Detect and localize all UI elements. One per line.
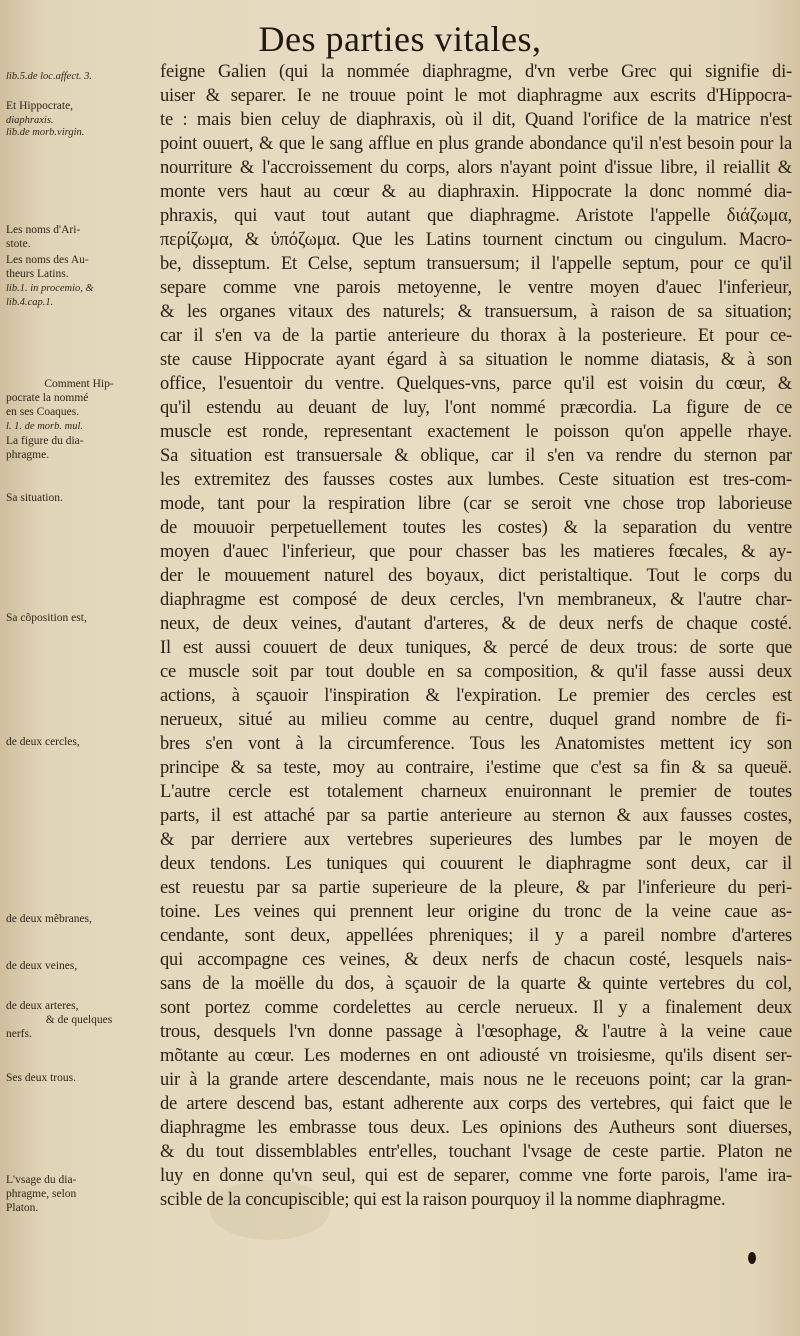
text-line: luy en donne qu'vn seul, qui est de separer, comme vne forte parois, l'ame ira-	[160, 1166, 792, 1186]
text-line: principe & sa teste, moy au contraire, i'estime que c'est sa fin & sa queuë.	[160, 758, 792, 778]
margin-note: phragme.	[6, 449, 50, 461]
margin-note: Et Hippocrate,	[6, 100, 74, 112]
text-line: sont portez comme cordelettes au cercle nerueux. Il y a finalement deux	[160, 998, 792, 1018]
text-line: office, l'esuentoir du ventre. Quelques-vns, parce qu'il est voisin du cœur, &	[160, 374, 792, 394]
margin-note: lib.de morb.virgin.	[6, 127, 85, 138]
body-text	[160, 60, 792, 1212]
text-line: muscle est ronde, representant exactement le poisson qu'on appelle rhaye.	[160, 422, 792, 442]
text-line: de mouuoir perpetuellement toutes les costes) & la separation du ventre	[160, 518, 792, 538]
text-line: toine. Les veines qui prennent leur origine du tronc de la veine caue as-	[160, 902, 792, 922]
text-line: mode, tant pour la respiration libre (car se seroit vne chose trop laborieuse	[160, 494, 792, 514]
text-line: diaphragme est composé de deux cercles, l'vn membraneux, & l'autre char-	[160, 590, 792, 610]
margin-note: Les noms d'Ari-	[6, 224, 81, 236]
text-line: parts, il est attaché par sa partie anterieure au sternon & aux fausses costes,	[160, 806, 792, 826]
text-line: & du tout dissemblables entr'elles, touchant l'vsage de ceste partie. Platon ne	[160, 1142, 792, 1162]
margin-note: & de quelques	[45, 1014, 113, 1026]
text-line: actions, à sçauoir l'inspiration & l'expiration. Le premier des cercles est	[160, 686, 792, 706]
text-line: feigne Galien (qui la nommée diaphragme, d'vn verbe Grec qui signifie di-	[160, 62, 792, 82]
margin-note: L'vsage du dia-	[6, 1174, 77, 1186]
text-line: be, disseptum. Et Celse, septum transuersum; il l'appelle septum, pour ce qu'il	[160, 254, 792, 274]
margin-note: phragme, selon	[6, 1188, 77, 1200]
text-line: Sa situation est transuersale & oblique, car il s'en va rendre du sternon par	[160, 446, 792, 466]
text-line: monte vers haut au cœur & au diaphraxin. Hippocrate la donc nommé dia-	[160, 182, 792, 202]
margin-note: lib.1. in procemio, &	[6, 283, 94, 294]
text-line: nourriture & l'accroissement du corps, alors n'ayant point d'issue libre, il reiallit &	[160, 158, 792, 178]
margin-note: lib.5.de loc.affect. 3.	[6, 71, 93, 82]
text-line: phraxis, qui vaut tout autant que diaphragme. Aristote l'appelle διάζωμα,	[160, 206, 792, 226]
margin-note: Comment Hip-	[44, 378, 114, 390]
margin-note: diaphraxis.	[6, 115, 54, 126]
text-line: bres s'en vont à la circumference. Tous les Anatomistes mettent icy son	[160, 734, 792, 754]
text-line: qui accompagne ces veines, & deux nerfs de chacun costé, lesquels nais-	[160, 950, 792, 970]
text-line: moyen d'auec l'inferieur, que pour chasser bas les matieres fœcales, & ay-	[160, 542, 792, 562]
text-line: point ouuert, & que le sang afflue en plus grande abondance qu'il n'est besoin pour la	[160, 134, 792, 154]
margin-note: pocrate la nommé	[6, 392, 89, 404]
text-line: Il est aussi couuert de deux tuniques, & percé de deux trous: de sorte que	[160, 638, 792, 658]
text-line: te : mais bien celuy de diaphraxis, où il dit, Quand l'orifice de la matrice n'est	[160, 110, 792, 130]
text-line: uir à la grande artere descendante, mais nous ne le receuons point; car la gran-	[160, 1070, 792, 1090]
text-line: uiser & separer. Ie ne trouue point le mot diaphragme aux escrits d'Hippocra-	[160, 86, 792, 106]
text-line: sans de la moëlle du dos, à sçauoir de la quarte & quinte vertebres du col,	[160, 974, 792, 994]
text-line: ce muscle soit par tout double en sa composition, & qu'il fasse aussi deux	[160, 662, 792, 682]
margin-note: Sa situation.	[6, 492, 63, 504]
text-line: trous, desquels l'vn donne passage à l'œsophage, & l'autre à la veine caue	[160, 1022, 792, 1042]
text-line: separe comme vne parois metoyenne, le ventre moyen d'auec l'inferieur,	[160, 278, 792, 298]
margin-note: en ses Coaques.	[6, 406, 80, 418]
margin-note: l. 1. de morb. mul.	[6, 421, 83, 432]
text-line: scible de la concupiscible; qui est la raison pourquoy il la nomme diaphragme.	[160, 1190, 726, 1210]
margin-note: Sa cõposition est,	[6, 612, 87, 624]
text-line: nerueux, situé au milieu comme au centre, duquel grand nombre de fi-	[160, 710, 792, 730]
text-line: & les organes vitaux des naturels; & transuersum, à raison de sa situation;	[160, 302, 792, 322]
text-line: mõtante au cœur. Les modernes en ont adiousté vn troisiesme, qu'ils disent ser-	[160, 1046, 792, 1066]
text-line: qu'il estendu au deuant de luy, l'ont nommé præcordia. La figure de ce	[160, 398, 792, 418]
margin-note: Ses deux trous.	[6, 1072, 76, 1084]
margin-note: Les noms des Au-	[6, 254, 89, 266]
margin-note: lib.4.cap.1.	[6, 297, 54, 308]
margin-note: nerfs.	[6, 1028, 32, 1040]
ink-mark	[748, 1252, 756, 1264]
margin-notes	[6, 60, 152, 1240]
margin-note: de deux veines,	[6, 960, 78, 972]
text-line: est reuestu par sa partie superieure de la pleure, & par l'inferieure du peri-	[160, 878, 792, 898]
text-line: cendante, sont deux, appellées phreniques; il y a pareil nombre d'arteres	[160, 926, 792, 946]
text-line: de artere descend bas, estant adherente aux corps des vertebres, qui faict que le	[160, 1094, 792, 1114]
margin-note: de deux mẽbranes,	[6, 913, 92, 925]
text-line: neux, de deux veines, d'autant d'arteres, & de deux nerfs de chaque costé.	[160, 614, 792, 634]
margin-note: theurs Latins.	[6, 268, 69, 280]
text-line: & par derriere aux vertebres superieures des lumbes par le moyen de	[160, 830, 792, 850]
text-line: περίζωμα, & ὑπόζωμα. Que les Latins tournent cinctum ou cingulum. Macro-	[160, 230, 792, 250]
text-line: diaphragme les embrasse tous deux. Les opinions des Autheurs sont diuerses,	[160, 1118, 792, 1138]
running-head: Des parties vitales,	[258, 19, 542, 59]
margin-note: de deux arteres,	[6, 1000, 79, 1012]
margin-note: de deux cercles,	[6, 736, 80, 748]
margin-note: Platon.	[6, 1202, 39, 1214]
text-line: car il s'en va de la partie anterieure du thorax à la posterieure. Et pour ce-	[160, 326, 792, 346]
text-line: ste cause Hippocrate ayant égard à sa situation le nomme diatasis, & à son	[160, 350, 792, 370]
text-line: deux tendons. Les tuniques qui couurent le diaphragme sont deux, car il	[160, 854, 792, 874]
text-line: L'autre cercle est totalement charneux enuironnant le premier de toutes	[160, 782, 792, 802]
margin-note: La figure du dia-	[6, 435, 84, 447]
text-line: les extremitez des fausses costes aux lumbes. Ceste situation est tres-com-	[160, 470, 792, 490]
text-line: der le mouuement naturel des boyaux, dict peristaltique. Tout le corps du	[160, 566, 792, 586]
margin-note: stote.	[6, 238, 31, 250]
